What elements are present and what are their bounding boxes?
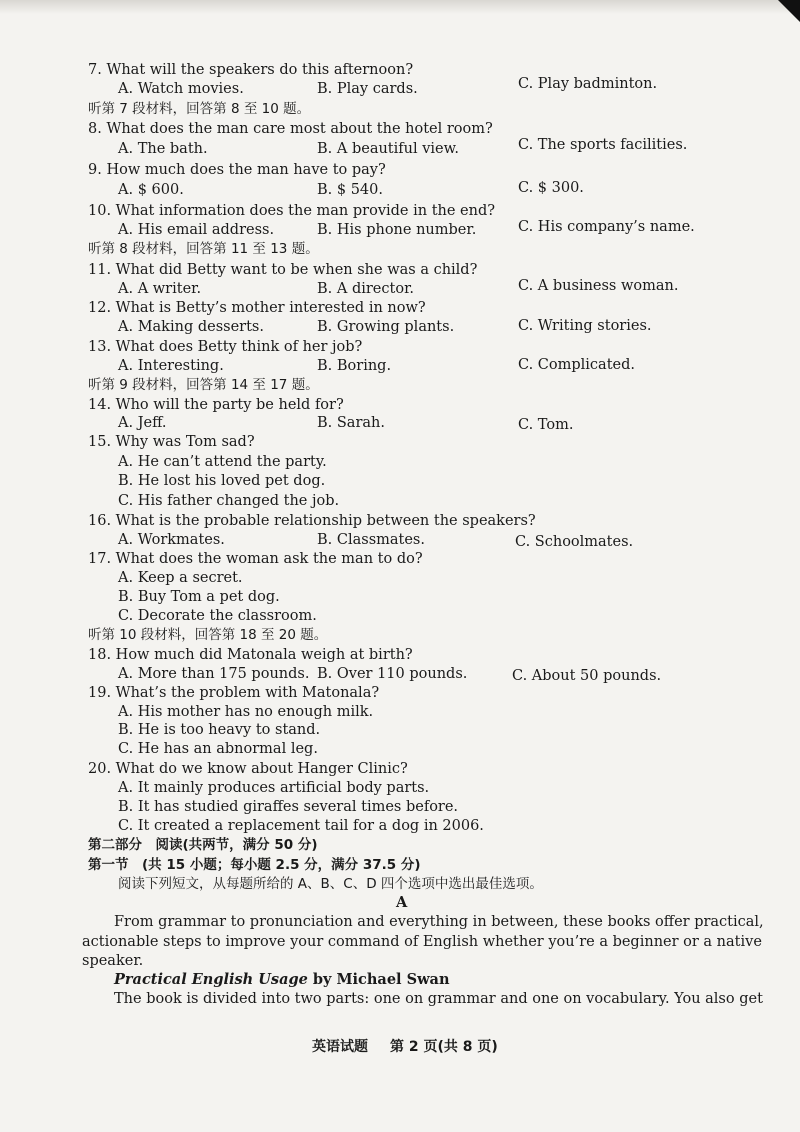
passage-line-5: The book is divided into two parts: one on grammar and one on vocabulary. You also get bbox=[114, 991, 763, 1007]
q16-option-a: A. Workmates. bbox=[118, 532, 225, 548]
q9-option-b: B. $ 540. bbox=[317, 182, 383, 198]
passage-label: A bbox=[396, 894, 408, 911]
q16-option-c: C. Schoolmates. bbox=[515, 534, 634, 550]
q10-option-c: C. His company’s name. bbox=[518, 219, 695, 235]
q13-option-c: C. Complicated. bbox=[518, 357, 635, 373]
q14-option-b: B. Sarah. bbox=[317, 415, 385, 431]
q19-option-c: C. He has an abnormal leg. bbox=[118, 741, 318, 757]
book-heading bbox=[114, 971, 450, 989]
passage-line-2: actionable steps to improve your command of English whether you’re a beginner or a native bbox=[82, 934, 762, 950]
instruction-passage-9: 听第 9 段材料，回答第 14 至 17 题。 bbox=[88, 377, 319, 393]
q18-option-a: A. More than 175 pounds. bbox=[118, 666, 310, 682]
q12-option-a: A. Making desserts. bbox=[118, 319, 264, 335]
scan-edge bbox=[0, 0, 800, 14]
question-13: 13. What does Betty think of her job? bbox=[88, 339, 363, 355]
question-19: 19. What’s the problem with Matonala? bbox=[88, 685, 380, 701]
q20-option-c: C. It created a replacement tail for a dog in 2006. bbox=[118, 818, 484, 834]
question-8: 8. What does the man care most about the hotel room? bbox=[88, 121, 493, 137]
q12-option-b: B. Growing plants. bbox=[317, 319, 455, 335]
q16-option-b: B. Classmates. bbox=[317, 532, 425, 548]
question-20: 20. What do we know about Hanger Clinic? bbox=[88, 761, 408, 777]
q17-option-a: A. Keep a secret. bbox=[118, 570, 243, 586]
q10-option-a: A. His email address. bbox=[118, 222, 275, 238]
q15-option-a: A. He can’t attend the party. bbox=[118, 454, 327, 470]
instruction-passage-7: 听第 7 段材料，回答第 8 至 10 题。 bbox=[88, 101, 311, 117]
q8-option-b: B. A beautiful view. bbox=[317, 141, 459, 157]
q19-option-b: B. He is too heavy to stand. bbox=[118, 722, 321, 738]
q20-option-a: A. It mainly produces artificial body parts. bbox=[118, 780, 430, 796]
q11-option-a: A. A writer. bbox=[118, 281, 202, 297]
q20-option-b: B. It has studied giraffes several times before. bbox=[118, 799, 459, 815]
question-17: 17. What does the woman ask the man to do? bbox=[88, 551, 423, 567]
q8-option-a: A. The bath. bbox=[118, 141, 208, 157]
instruction-passage-10: 听第 10 段材料，回答第 18 至 20 题。 bbox=[88, 627, 328, 643]
q19-option-a: A. His mother has no enough milk. bbox=[118, 704, 374, 720]
q7-option-a: A. Watch movies. bbox=[118, 81, 244, 97]
passage-line-3: speaker. bbox=[82, 953, 144, 969]
instruction-passage-8: 听第 8 段材料，回答第 11 至 13 题。 bbox=[88, 241, 319, 257]
book-author: by Michael Swan bbox=[307, 971, 450, 988]
q9-option-c: C. $ 300. bbox=[518, 180, 584, 196]
question-14: 14. Who will the party be held for? bbox=[88, 397, 344, 413]
q13-option-a: A. Interesting. bbox=[118, 358, 224, 374]
question-12: 12. What is Betty’s mother interested in now? bbox=[88, 300, 426, 316]
question-7: 7. What will the speakers do this afternoon? bbox=[88, 62, 414, 78]
section-2-subheading: 第一节 (共 15 小题；每小题 2.5 分，满分 37.5 分) bbox=[88, 857, 421, 873]
q10-option-b: B. His phone number. bbox=[317, 222, 477, 238]
question-9: 9. How much does the man have to pay? bbox=[88, 162, 386, 178]
question-16: 16. What is the probable relationship between the speakers? bbox=[88, 513, 536, 529]
footer-subject: 英语试题 bbox=[312, 1039, 368, 1055]
scan-corner bbox=[778, 0, 800, 22]
q7-option-c: C. Play badminton. bbox=[518, 76, 658, 92]
question-15: 15. Why was Tom sad? bbox=[88, 434, 255, 450]
passage-line-1: From grammar to pronunciation and everything in between, these books offer practical, bbox=[114, 914, 764, 930]
q15-option-c: C. His father changed the job. bbox=[118, 493, 340, 509]
reading-directions: 阅读下列短文，从每题所给的 A、B、C、D 四个选项中选出最佳选项。 bbox=[118, 876, 543, 892]
q9-option-a: A. $ 600. bbox=[118, 182, 184, 198]
q11-option-b: B. A director. bbox=[317, 281, 415, 297]
section-2-heading: 第二部分 阅读(共两节，满分 50 分) bbox=[88, 837, 318, 853]
question-10: 10. What information does the man provide in the end? bbox=[88, 203, 496, 219]
q18-option-b: B. Over 110 pounds. bbox=[317, 666, 468, 682]
q15-option-b: B. He lost his loved pet dog. bbox=[118, 473, 326, 489]
book-title: Practical English Usage bbox=[114, 971, 308, 988]
q8-option-c: C. The sports facilities. bbox=[518, 137, 688, 153]
q17-option-b: B. Buy Tom a pet dog. bbox=[118, 589, 280, 605]
q18-option-c: C. About 50 pounds. bbox=[512, 668, 662, 684]
q12-option-c: C. Writing stories. bbox=[518, 318, 652, 334]
q13-option-b: B. Boring. bbox=[317, 358, 392, 374]
q14-option-a: A. Jeff. bbox=[118, 415, 167, 431]
q17-option-c: C. Decorate the classroom. bbox=[118, 608, 317, 624]
q11-option-c: C. A business woman. bbox=[518, 278, 679, 294]
footer-page-number: 第 2 页(共 8 页) bbox=[390, 1039, 498, 1055]
question-11: 11. What did Betty want to be when she was a child? bbox=[88, 262, 478, 278]
q7-option-b: B. Play cards. bbox=[317, 81, 418, 97]
q14-option-c: C. Tom. bbox=[518, 417, 574, 433]
question-18: 18. How much did Matonala weigh at birth? bbox=[88, 647, 413, 663]
